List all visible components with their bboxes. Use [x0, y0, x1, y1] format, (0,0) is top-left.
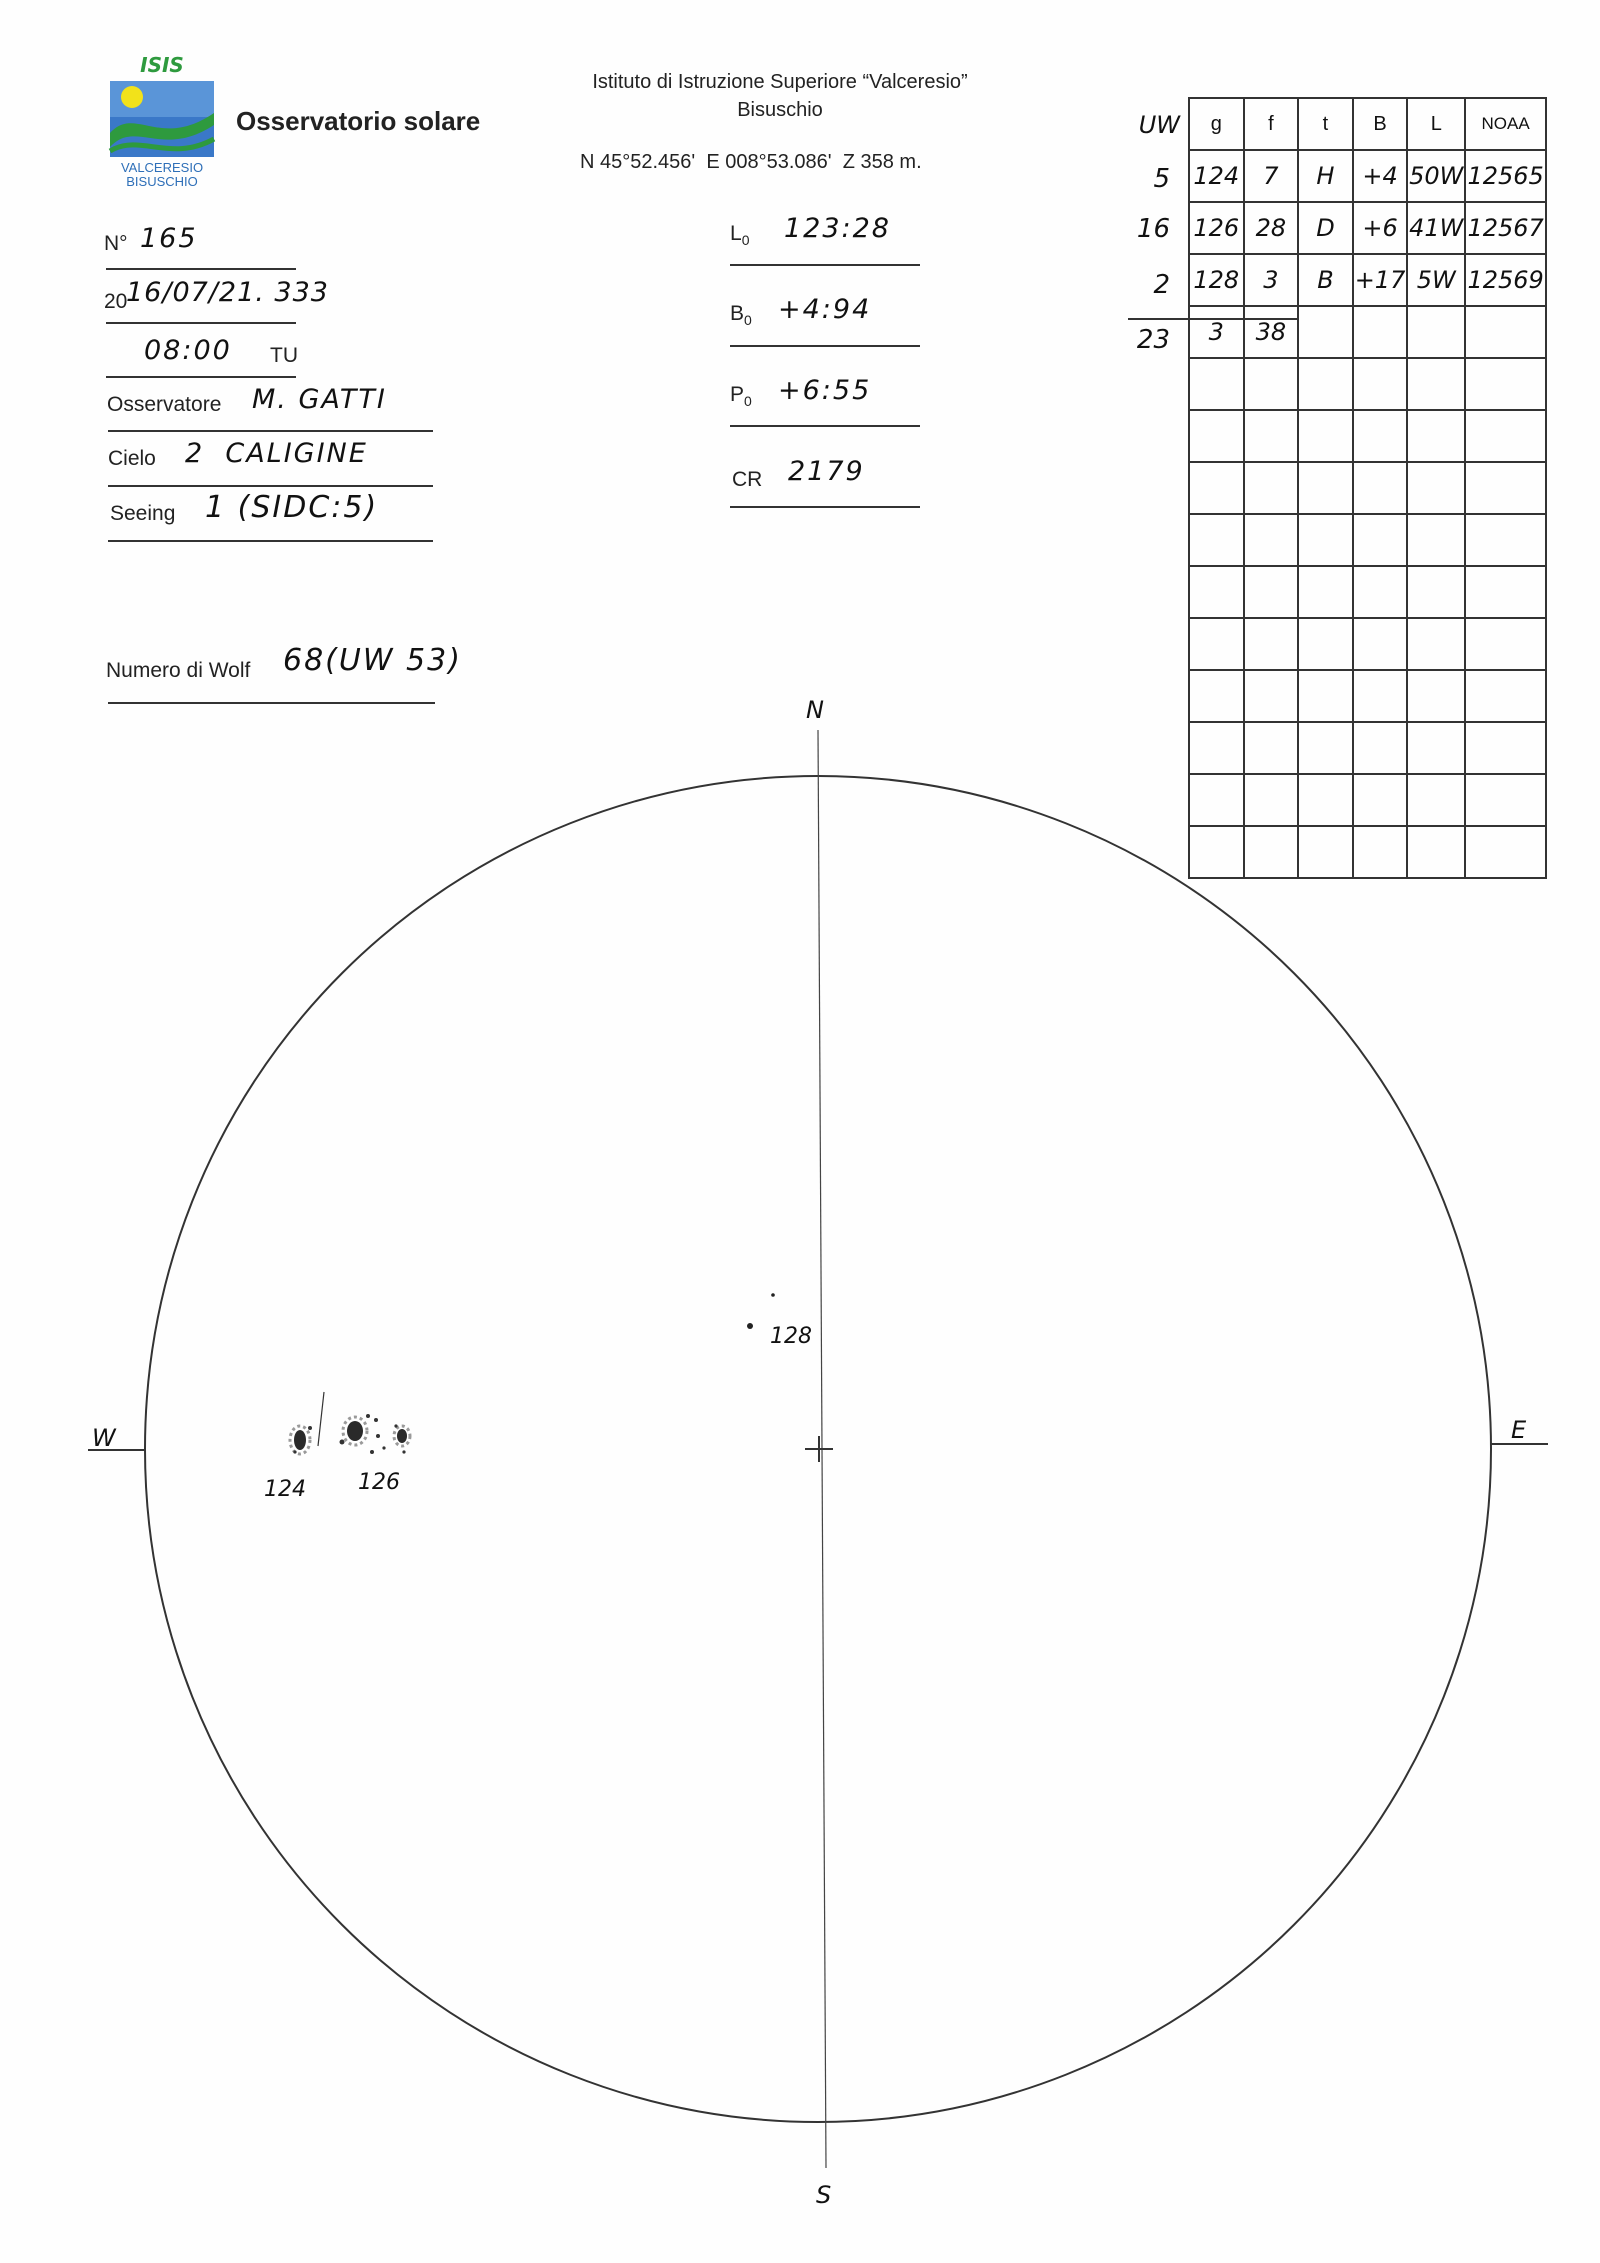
table-cell: 3 [1244, 254, 1299, 306]
table-cell: 41W [1407, 202, 1465, 254]
logo-line2: BISUSCHIO [126, 174, 198, 189]
date-prefix: 20 [104, 290, 128, 313]
table-cell: 28 [1244, 202, 1299, 254]
sunspot-group-124 [290, 1426, 312, 1454]
group-label-126: 126 [358, 1470, 400, 1495]
p0-letter: P [730, 383, 745, 406]
institute-town: Bisuschio [737, 99, 823, 121]
table-cell: D [1298, 202, 1353, 254]
column-header: B [1353, 98, 1408, 150]
b0-value: +4:94 [778, 294, 872, 325]
column-header: g [1189, 98, 1244, 150]
west-label: W [92, 1424, 116, 1452]
institute-name: Istituto di Istruzione Superiore “Valceresio” [592, 71, 968, 93]
cr-value: 2179 [788, 456, 865, 487]
group-divider [318, 1392, 324, 1446]
table-cell: 12567 [1465, 202, 1546, 254]
p0-subscript: 0 [744, 393, 752, 410]
table-cell: 3 [1189, 306, 1244, 358]
sunspot-marks [264, 1293, 812, 1502]
column-header: t [1298, 98, 1353, 150]
date-value: 16/07/21. 333 [126, 277, 329, 308]
column-header: NOAA [1465, 98, 1546, 150]
east-label: E [1511, 1416, 1527, 1444]
uw-total: 23 [1136, 325, 1170, 355]
table-cell: +6 [1353, 202, 1408, 254]
table-cell: 5W [1407, 254, 1465, 306]
observer-label: Osservatore [107, 393, 222, 416]
l0-letter: L [730, 222, 742, 245]
table-cell: +17 [1353, 254, 1408, 306]
b0-subscript: 0 [744, 312, 752, 329]
b0-letter: B [730, 302, 745, 325]
p0-value: +6:55 [778, 375, 872, 406]
group-label-124: 124 [264, 1477, 306, 1502]
sky-value: 2 CALIGINE [185, 438, 368, 469]
l0-value: 123:28 [784, 213, 891, 244]
north-label: N [806, 696, 824, 724]
uw-value: 16 [1136, 214, 1170, 244]
wolf-label: Numero di Wolf [106, 659, 251, 682]
sunspot-group-126 [340, 1414, 411, 1454]
seeing-label: Seeing [110, 502, 176, 525]
table-cell: 50W [1407, 150, 1465, 202]
logo-mark: ISIS [140, 55, 184, 77]
cr-label: CR [732, 468, 763, 491]
table-cell: 126 [1189, 202, 1244, 254]
table-cell: 124 [1189, 150, 1244, 202]
table-cell: 38 [1244, 306, 1299, 358]
column-header: f [1244, 98, 1299, 150]
group-label-128: 128 [770, 1324, 812, 1349]
number-value: 165 [140, 223, 198, 254]
table-cell: B [1298, 254, 1353, 306]
south-label: S [816, 2181, 832, 2209]
table-cell: H [1298, 150, 1353, 202]
wolf-value: 68(UW 53) [283, 643, 462, 678]
uw-value: 5 [1153, 164, 1170, 194]
time-unit: TU [270, 344, 298, 367]
sky-label: Cielo [108, 447, 156, 470]
uw-value: 2 [1153, 270, 1170, 300]
column-header: L [1407, 98, 1465, 150]
table-cell: 7 [1244, 150, 1299, 202]
logo-line1: VALCERESIO [120, 160, 204, 175]
seeing-value: 1 (SIDC:5) [205, 490, 379, 525]
time-value: 08:00 [144, 335, 232, 366]
observer-value: M. GATTI [252, 384, 387, 415]
l0-subscript: 0 [741, 232, 750, 249]
number-label: N° [104, 232, 128, 255]
table-cell: 12565 [1465, 150, 1546, 202]
site-coordinates: N 45°52.456' E 008°53.086' Z 358 m. [580, 151, 922, 173]
table-cell: 128 [1189, 254, 1244, 306]
observatory-title: Osservatorio solare [236, 106, 481, 136]
uw-header: UW [1138, 111, 1180, 139]
table-cell: +4 [1353, 150, 1408, 202]
table-cell: 12569 [1465, 254, 1546, 306]
